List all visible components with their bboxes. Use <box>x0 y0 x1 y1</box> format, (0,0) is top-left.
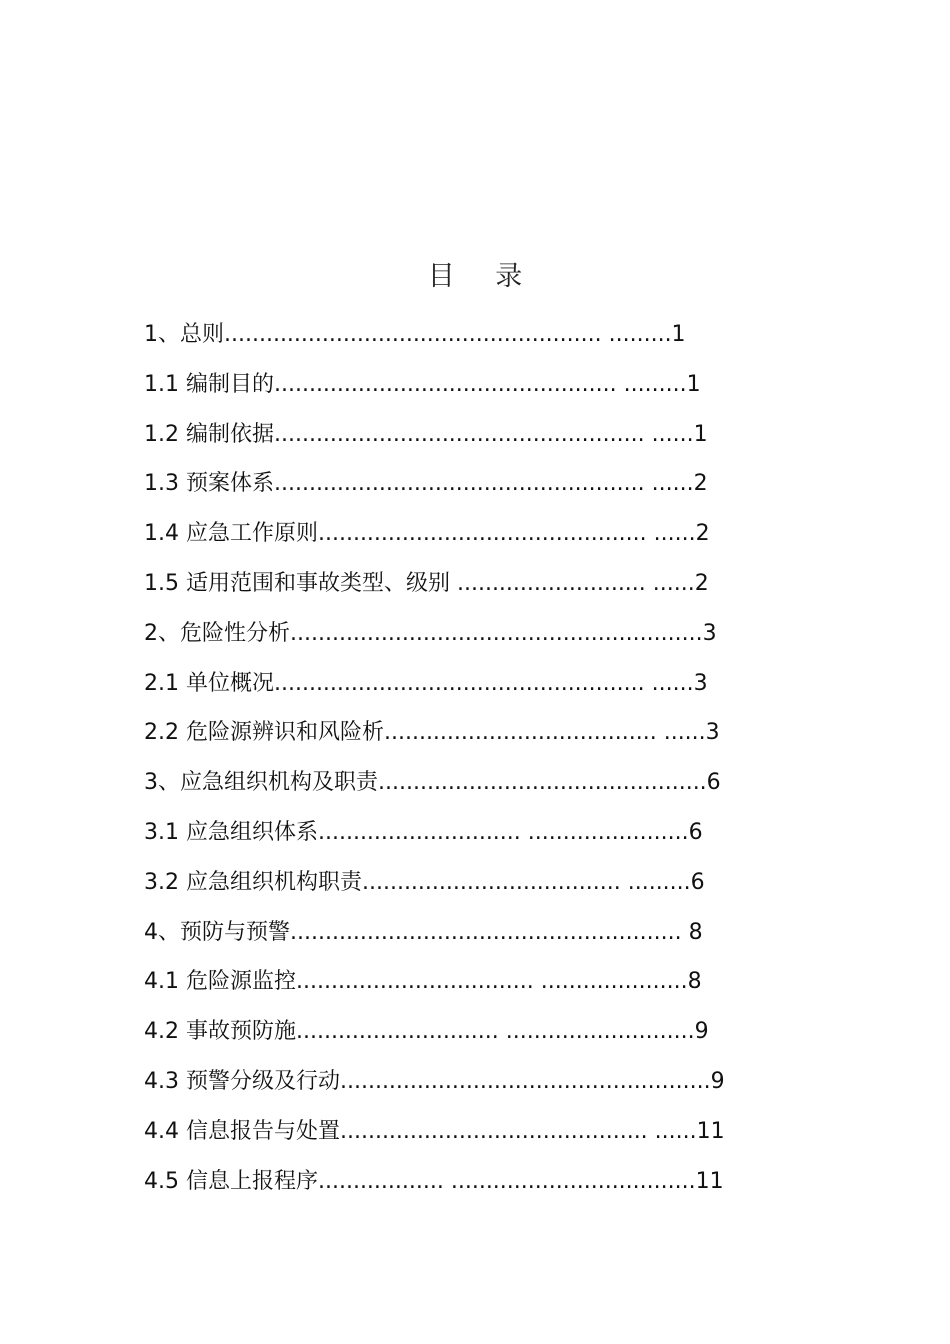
toc-title: 目 录 <box>427 261 539 292</box>
toc-entry: 2、危险性分析...........................................................3 <box>144 620 717 646</box>
toc-entry: 1.2 编制依据..................................................... ......1 <box>144 421 708 447</box>
toc-entry: 2.1 单位概况..................................................... ......3 <box>144 670 708 696</box>
toc-entry: 4、预防与预警........................................................ 8 <box>144 919 703 945</box>
toc-entry: 1.4 应急工作原则............................................... ......2 <box>144 521 710 547</box>
toc-entry: 4.1 危险源监控.................................. .....................8 <box>144 969 702 995</box>
toc-entry: 4.5 信息上报程序.................. ...................................11 <box>144 1168 724 1194</box>
toc-entry: 1、总则...................................................... .........1 <box>144 322 686 347</box>
toc-entry: 4.2 事故预防施............................. ...........................9 <box>144 1019 709 1045</box>
toc-entry: 2.2 危险源辨识和风险析....................................... ......3 <box>144 720 720 746</box>
toc-entry: 4.3 预警分级及行动.....................................................9 <box>144 1068 725 1094</box>
toc-entry: 3.1 应急组织体系............................. .......................6 <box>144 819 703 845</box>
toc-entry: 1.5 适用范围和事故类型、级别 ........................... ......2 <box>144 570 709 596</box>
toc-entry: 3.2 应急组织机构职责..................................... .........6 <box>144 869 705 895</box>
toc-entry: 3、应急组织机构及职责...............................................6 <box>144 770 721 796</box>
toc-entry: 4.4 信息报告与处置............................................ ......11 <box>144 1118 725 1144</box>
toc-list <box>144 318 844 1214</box>
toc-entry: 1.1 编制目的................................................. .........1 <box>144 371 701 397</box>
toc-entry: 1.3 预案体系..................................................... ......2 <box>144 471 708 497</box>
